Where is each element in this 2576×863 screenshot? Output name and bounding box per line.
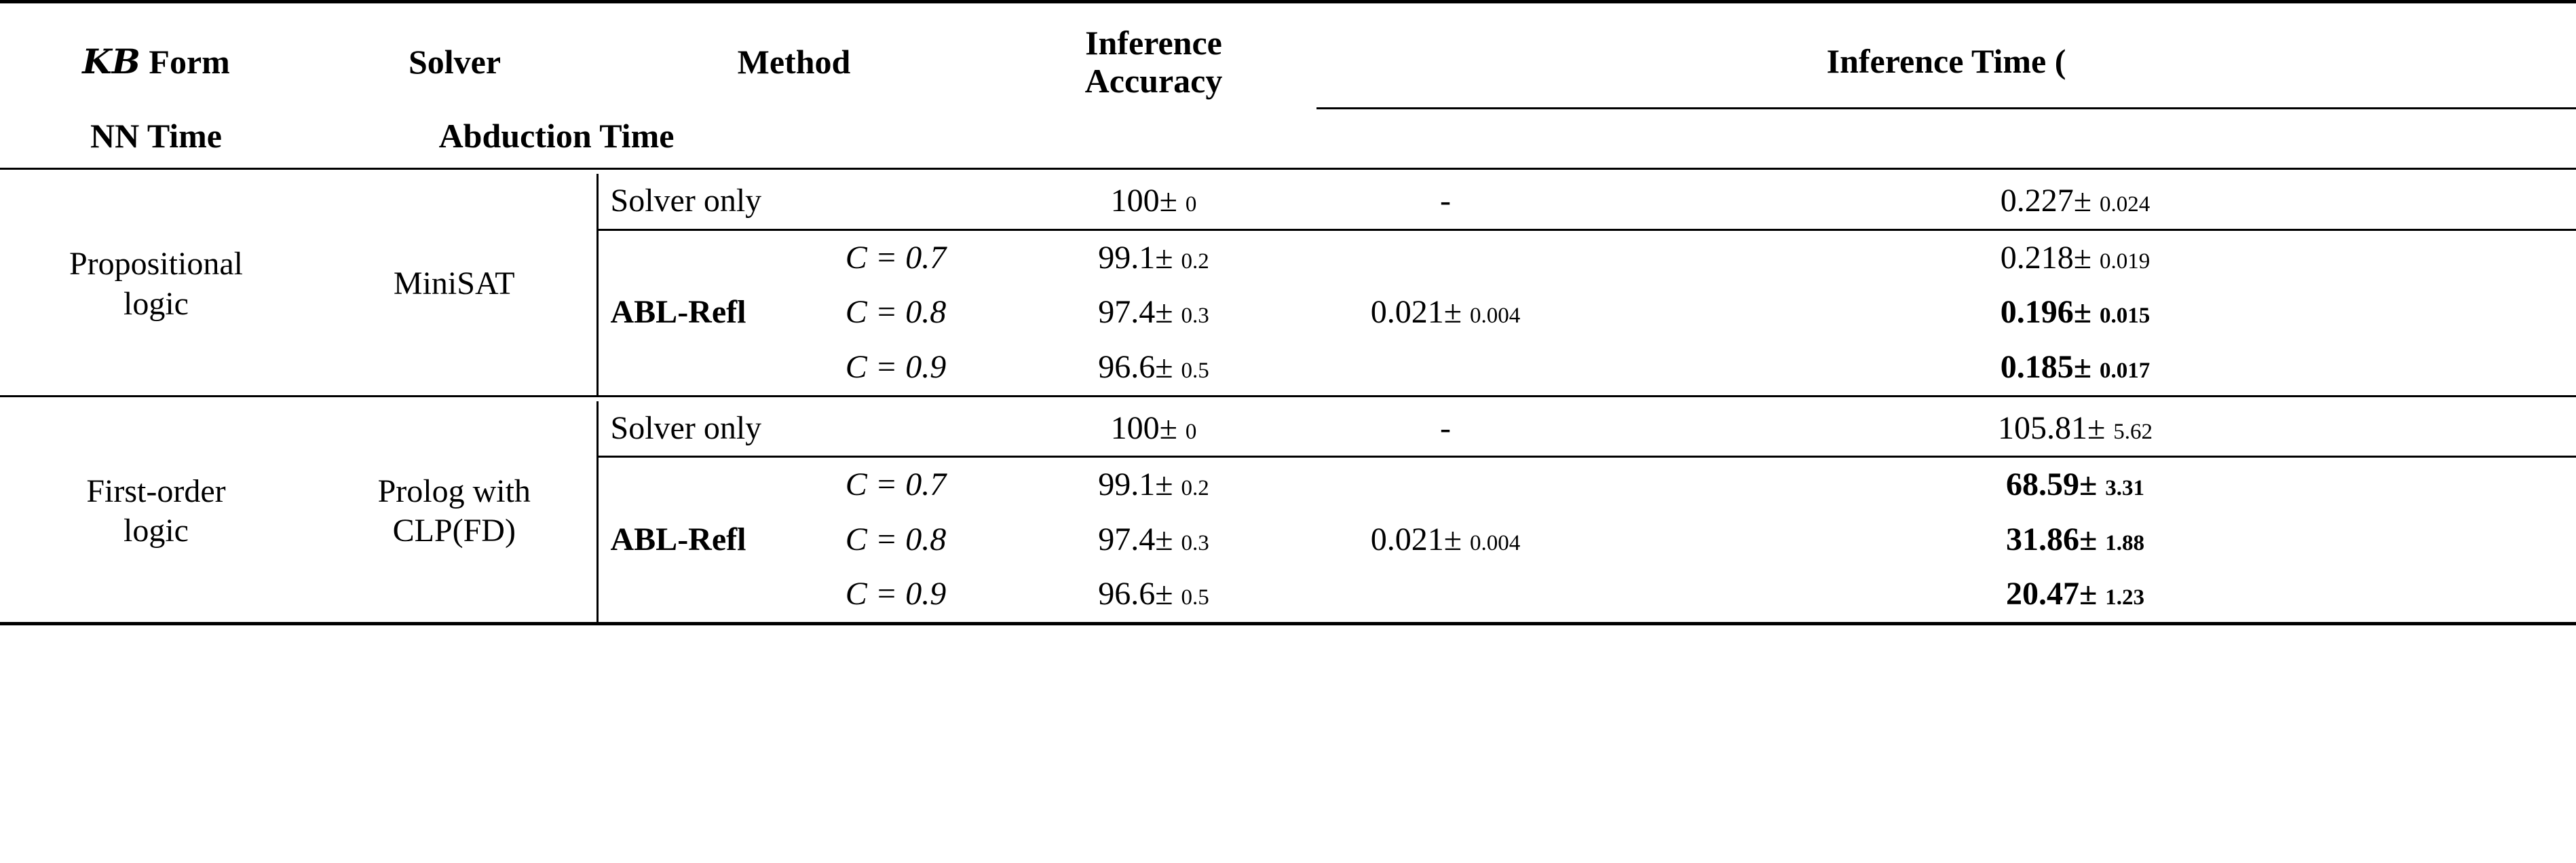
abduction-time-cell: 0.196± 0.015	[2000, 294, 2151, 331]
table-row	[0, 174, 2576, 229]
abduction-value: 0.218	[2000, 239, 2074, 276]
accuracy-cell: 100± 0	[1110, 183, 1197, 219]
solver-cell-prolog	[312, 401, 597, 624]
header-row-primary	[0, 9, 2576, 107]
kb-form-line2: logic	[124, 513, 189, 549]
accuracy-cell: 99.1± 0.2	[1098, 466, 1209, 503]
nn-time-value: 0.021	[1370, 521, 1444, 557]
solver-line1: MiniSAT	[393, 265, 515, 302]
accuracy-value: 100	[1110, 183, 1160, 219]
abduction-std: 1.23	[2105, 585, 2145, 610]
header-kb-form	[0, 9, 312, 109]
abduction-time-cell: 20.47± 1.23	[2005, 576, 2145, 612]
accuracy-value: 96.6	[1098, 576, 1156, 612]
abduction-value: 0.185	[2000, 348, 2074, 385]
accuracy-cell: 99.1± 0.2	[1098, 239, 1209, 276]
header-nn-time: NN Time	[90, 117, 222, 155]
method-abl-refl: ABL-Refl	[597, 231, 801, 396]
confidence-threshold: C = 0.7	[845, 239, 947, 276]
abduction-time-cell: 105.81± 5.62	[1997, 409, 2153, 446]
header-inference-time: Inference Time (	[1826, 41, 2066, 80]
confidence-threshold: C = 0.9	[845, 576, 947, 612]
confidence-threshold: C = 0.9	[845, 348, 947, 385]
accuracy-value: 96.6	[1098, 348, 1156, 385]
accuracy-std: 0.2	[1181, 476, 1209, 501]
abduction-std: 5.62	[2113, 419, 2153, 444]
abduction-time-cell: 68.59± 3.31	[2005, 466, 2145, 503]
kb-form-cell-first-order	[0, 401, 312, 624]
header-row-secondary	[0, 109, 2576, 169]
abduction-std: 0.019	[2100, 249, 2151, 274]
header-inference-accuracy	[991, 9, 1317, 109]
accuracy-value: 100	[1110, 409, 1160, 446]
abduction-value: 0.227	[2000, 183, 2074, 219]
abduction-time-cell: 0.227± 0.024	[2000, 183, 2151, 219]
header-solver: Solver	[408, 43, 501, 81]
group-separator-rule	[0, 396, 2576, 401]
kb-symbol: KB	[82, 41, 140, 81]
abduction-value: 31.86	[2005, 521, 2079, 557]
abduction-value: 20.47	[2005, 576, 2079, 612]
accuracy-std: 0.5	[1181, 358, 1209, 383]
nn-time-cell: 0.021± 0.004	[1370, 294, 1521, 331]
abduction-value: 0.196	[2000, 294, 2074, 331]
abduction-time-cell: 0.185± 0.017	[2000, 348, 2151, 385]
confidence-threshold: C = 0.8	[845, 294, 947, 331]
accuracy-value: 99.1	[1098, 466, 1156, 503]
accuracy-std: 0	[1185, 192, 1197, 217]
abduction-std: 0.017	[2100, 358, 2151, 383]
solver-line2: CLP(FD)	[392, 513, 516, 549]
accuracy-std: 0	[1185, 419, 1197, 444]
abduction-time-cell: 0.218± 0.019	[2000, 239, 2151, 276]
nn-time-std: 0.004	[1470, 304, 1521, 329]
confidence-threshold: C = 0.8	[845, 521, 947, 557]
header-inference-accuracy-line2: Accuracy	[1084, 62, 1223, 100]
table-top-rule	[0, 2, 2576, 10]
accuracy-cell: 97.4± 0.3	[1098, 521, 1209, 557]
accuracy-cell: 96.6± 0.5	[1098, 576, 1209, 612]
accuracy-value: 97.4	[1098, 521, 1156, 557]
nn-time-cell: -	[1440, 183, 1451, 219]
confidence-threshold: C = 0.7	[845, 466, 947, 503]
kb-form-line2: logic	[124, 285, 189, 322]
header-method: Method	[737, 43, 851, 81]
accuracy-cell: 96.6± 0.5	[1098, 348, 1209, 385]
solver-cell-minisat	[312, 174, 597, 396]
nn-time-value: 0.021	[1370, 294, 1444, 331]
abduction-std: 0.024	[2100, 192, 2151, 217]
abduction-std: 1.88	[2105, 530, 2145, 555]
accuracy-std: 0.5	[1181, 585, 1209, 610]
kb-form-line1: First-order	[86, 473, 226, 509]
method-abl-refl: ABL-Refl	[597, 458, 801, 623]
table-row	[0, 401, 2576, 456]
header-bottom-rule	[0, 169, 2576, 175]
accuracy-std: 0.2	[1181, 249, 1209, 274]
accuracy-cell: 100± 0	[1110, 409, 1197, 446]
abduction-value: 68.59	[2005, 466, 2079, 503]
method-solver-only: Solver only	[597, 174, 991, 229]
header-kb-form-label: Form	[149, 43, 230, 81]
abduction-time-cell: 31.86± 1.88	[2005, 521, 2145, 557]
accuracy-std: 0.3	[1181, 530, 1209, 555]
accuracy-value: 99.1	[1098, 239, 1156, 276]
method-solver-only: Solver only	[597, 401, 991, 456]
nn-time-cell: 0.021± 0.004	[1370, 521, 1521, 557]
solver-line1: Prolog with	[377, 473, 531, 509]
accuracy-value: 97.4	[1098, 294, 1156, 331]
abduction-std: 0.015	[2100, 304, 2151, 329]
nn-time-cell: -	[1440, 409, 1451, 446]
table-bottom-rule	[0, 624, 2576, 631]
header-inference-accuracy-line1: Inference	[1085, 24, 1222, 62]
accuracy-cell: 97.4± 0.3	[1098, 294, 1209, 331]
header-abduction-time: Abduction Time	[438, 117, 675, 155]
nn-time-std: 0.004	[1470, 530, 1521, 555]
kb-form-cell-propositional	[0, 174, 312, 396]
abduction-value: 105.81	[1997, 409, 2087, 446]
kb-form-line1: Propositional	[69, 246, 243, 282]
accuracy-std: 0.3	[1181, 304, 1209, 329]
abduction-std: 3.31	[2105, 476, 2145, 501]
